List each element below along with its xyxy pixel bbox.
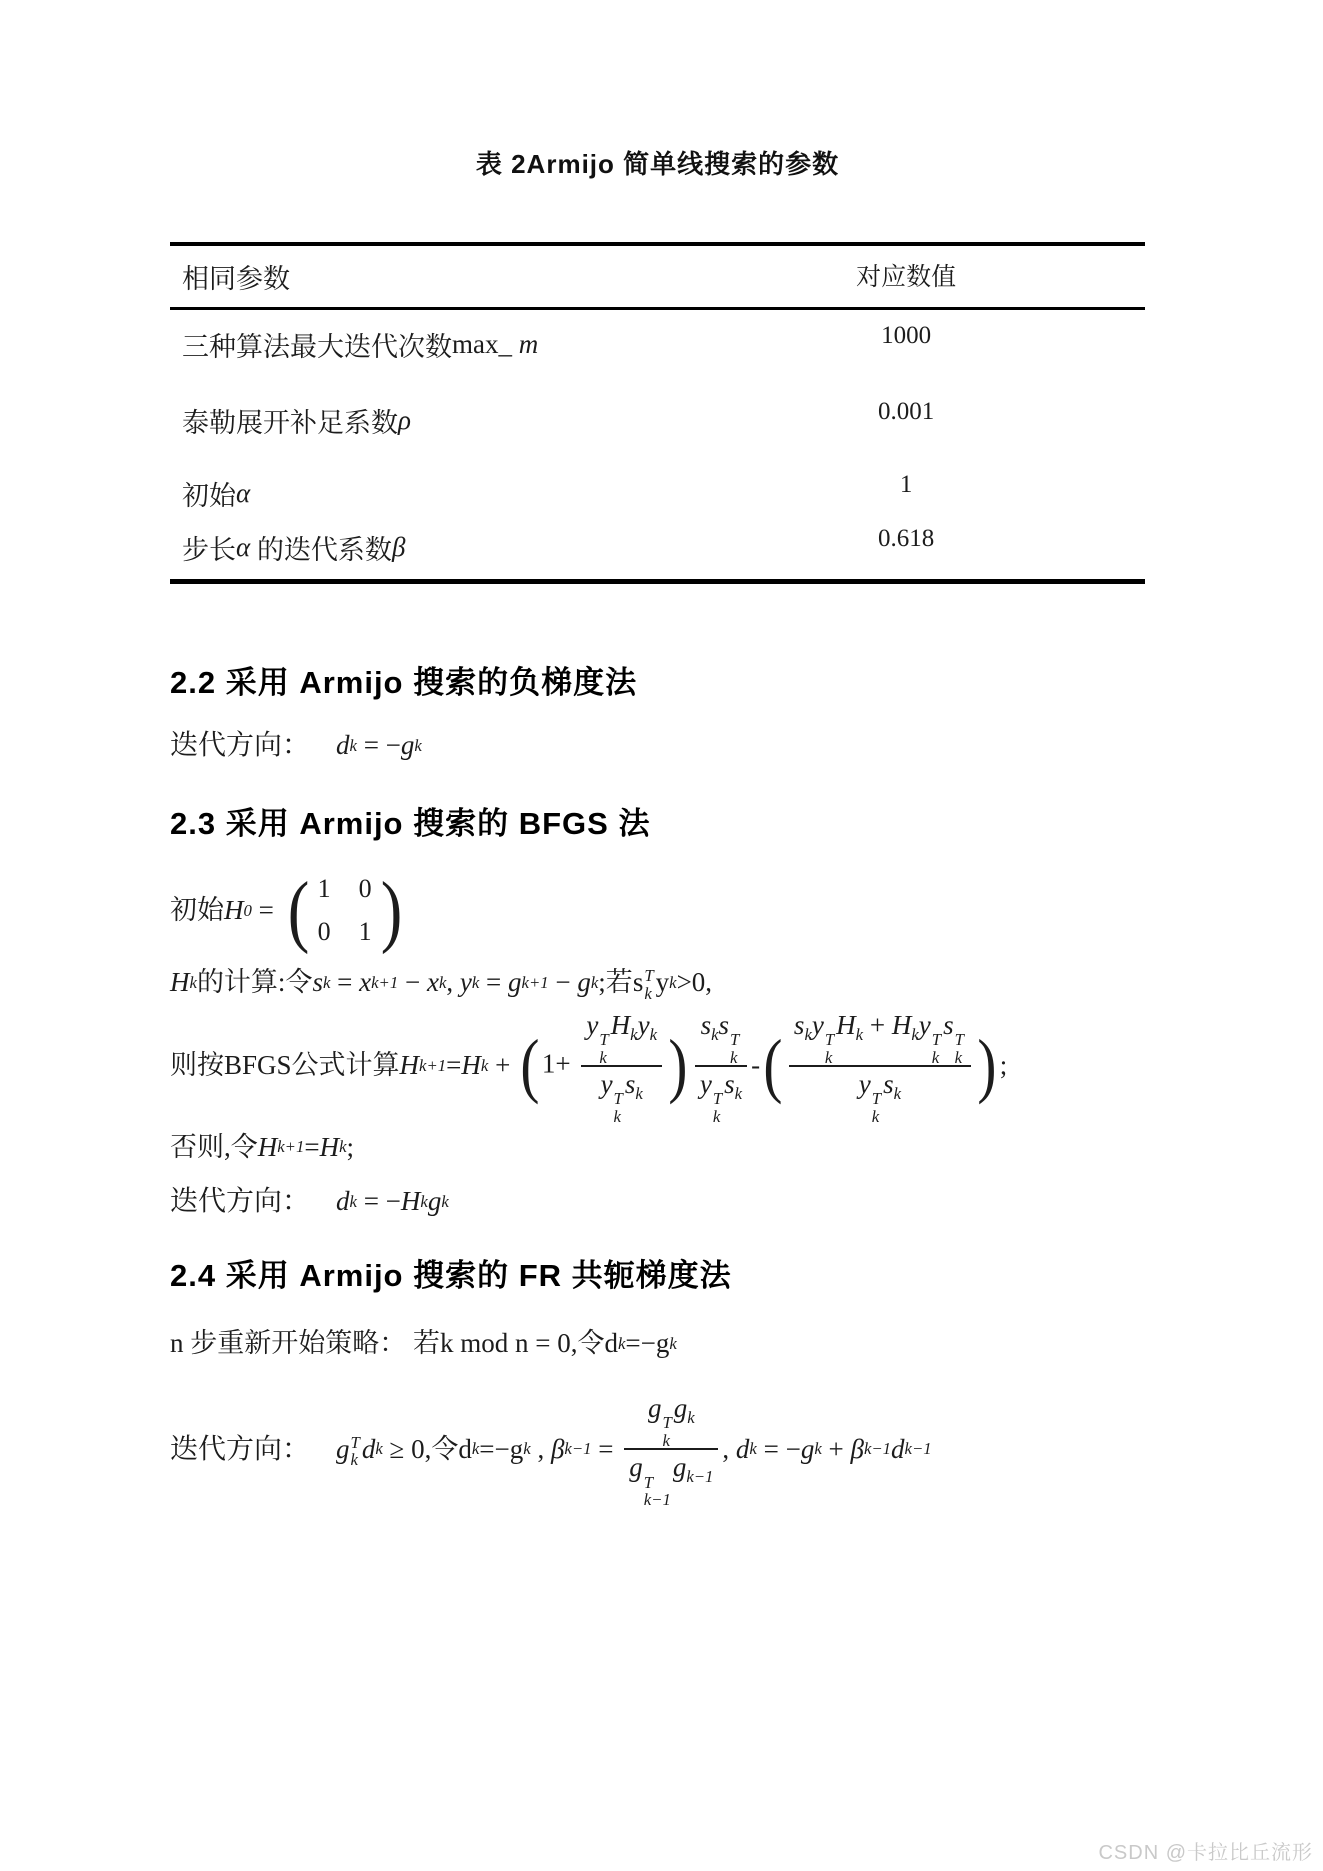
header-param: 相同参数 [182,264,290,295]
table-row [170,521,1145,579]
formula: d k = − H k g k [336,1185,449,1216]
param-cell: 三种算法最大迭代次数 max_ m [182,329,539,363]
hk-calculation-line [170,964,1145,1002]
param-cell: 初始 α [182,478,251,512]
csdn-watermark: CSDN @卡拉比丘流形 [1098,1842,1313,1864]
table-caption: 表 2Armijo 简单线搜索的参数 [475,149,840,179]
table-row [170,310,1145,386]
value-cell: 0.001 [878,398,935,426]
table-row [170,386,1145,462]
iteration-direction-line [170,726,1145,765]
formula: 否则,令 H k+1 = H k ; [170,1131,355,1162]
bfgs-formula-line [170,1008,1145,1125]
line-label: 迭代方向： [170,1186,311,1218]
iteration-direction-line [170,1391,1145,1508]
restart-strategy-line [170,1325,1145,1363]
value-cell: 1 [899,471,913,499]
value-cell: 1000 [881,322,932,350]
else-line [170,1129,1145,1167]
header-value: 对应数值 [856,264,957,292]
initial-h0-line [170,865,1145,956]
formula: n 步重新开始策略： 若k mod n = 0,令d k =−g k [170,1328,677,1359]
section-heading-2-2: 2.2 采用 Armijo 搜索的负梯度法 [170,665,638,701]
formula: d k = − g k [336,729,422,760]
formula: 初始 H 0 = ( 1 0 0 1 ) [170,865,402,956]
value-cell: 0.618 [878,525,935,553]
param-cell: 步长 α 的迭代系数 β [182,532,406,566]
line-label: 迭代方向： [170,730,311,762]
table-row [170,462,1145,521]
section-heading-2-4: 2.4 采用 Armijo 搜索的 FR 共轭梯度法 [170,1258,732,1294]
section-heading-2-3: 2.3 采用 Armijo 搜索的 BFGS 法 [170,806,651,842]
line-label: 迭代方向： [170,1433,311,1465]
formula: H k 的计算:令 s k = x k+1 − x k , y k = g k+1 − g k ;若 s T k y k >0, [170,966,713,1003]
table-header-row [170,246,1145,310]
parameters-table [170,242,1145,584]
iteration-direction-line [170,1182,1145,1221]
formula: g T k d k ≥ 0,令d k =−g k , β k−1 = g T k $g_k$ g T k−1 $g_{k-1}$ , d k = − g k + β k−1 d k−1 [336,1393,932,1510]
formula: 则按BFGS公式计算 H k+1 = H k + ( 1+ y T k $H_ky_k$ y T k $s_k$ ) $s_ks$ T k y T k $s_k$ - ( $s_ky$ T k $H_k + H_ky$ T k s T k y T k $s_k$ ) ; [170,1009,1008,1126]
param-cell: 泰勒展开补足系数 ρ [182,405,411,439]
